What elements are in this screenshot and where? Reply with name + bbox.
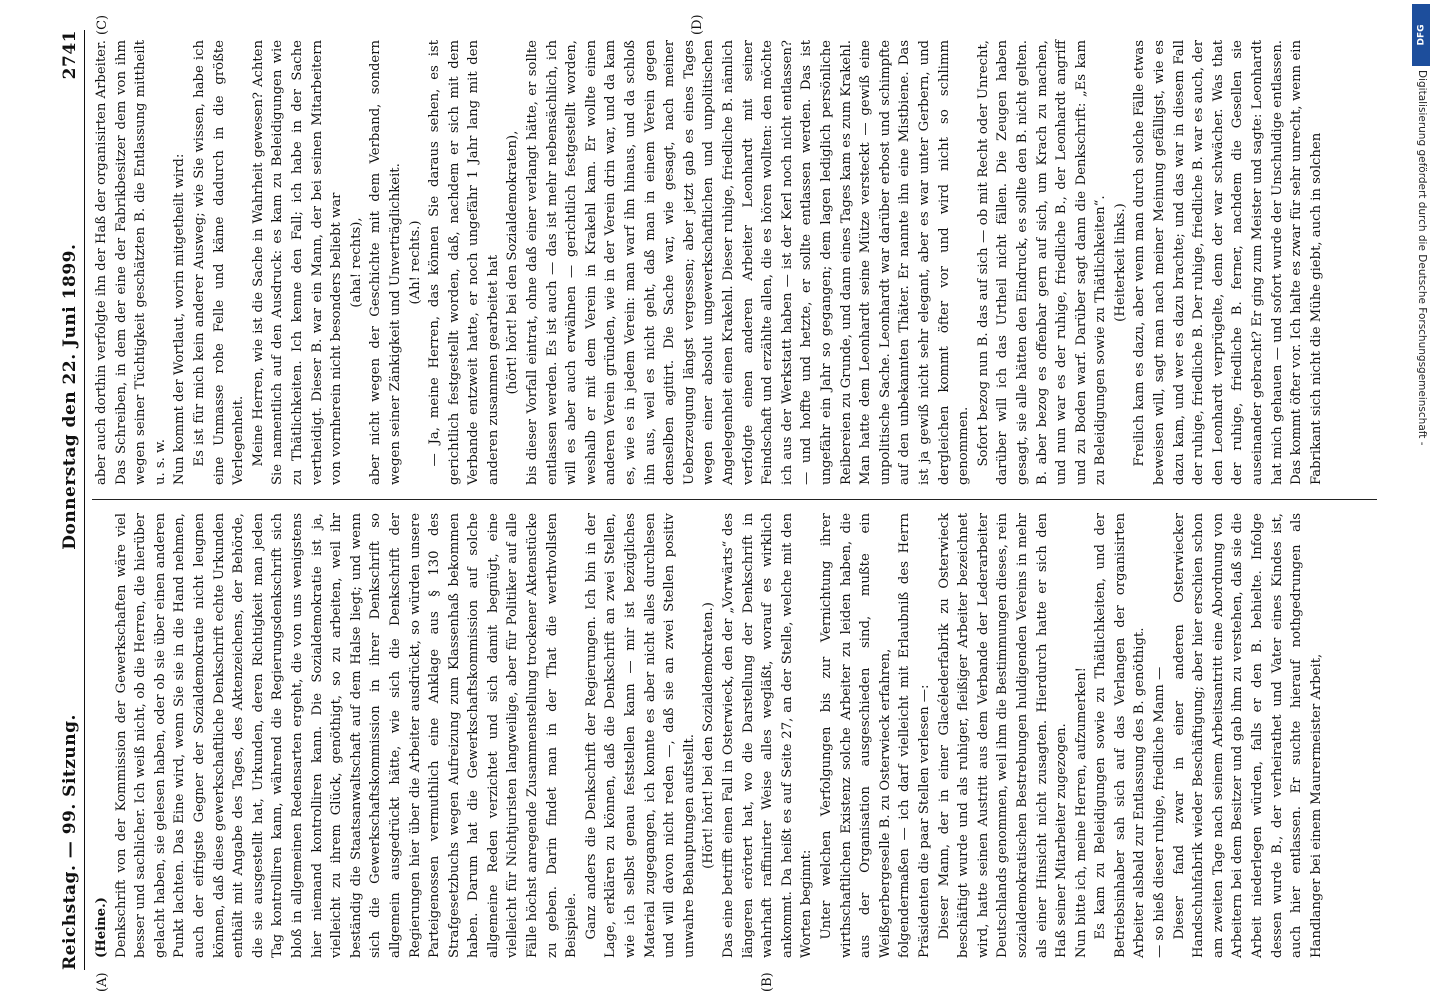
- header-date: Donnerstag den 22. Juni 1899.: [60, 243, 80, 550]
- margin-marker-b: (B): [760, 972, 775, 992]
- header-rule: [84, 30, 85, 970]
- margin-marker-c: (C): [95, 14, 110, 35]
- quote: Unter welchen Verfolgungen bis zur Vernichtung ihrer wirthschaftlichen Existenz solche Arbeiter zu leiden haben, die aus der Organisation ausgeschieden sind, mußte ein Weißgerbergeselle B. zu Osterwieck erfahren,: [818, 513, 893, 958]
- interjection: (Ah! rechts.): [407, 220, 423, 305]
- digitization-note: Digitalisierung gefördert durch die Deutsche Forschungsgemeinschaft -: [1416, 70, 1428, 446]
- paragraph: folgendermaßen — ich darf vielleicht mit Erlaubniß des Herrn Präsidenten die paar Stellen verlesen —:: [897, 513, 932, 958]
- right-column: [92, 40, 1326, 485]
- interjection: — so hieß dieser ruhige, friedliche Mann —: [1152, 666, 1168, 958]
- paragraph: Ganz anders die Denkschrift der Regierungen. Ich bin in der Lage, erklären zu können, daß die Denkschrift an zwei Stellen, wie ich selbst genau feststellen kann — mir ist bezügliches Material zugegangen, ich konnte es aber nicht alles durchlesen und will davon nicht reden —, daß sie an zwei Stellen positiv unwahre Behauptungen aufstellt.: [583, 513, 697, 958]
- quote: Es ist für mich kein anderer Ausweg; wie Sie wissen, habe ich eine Unmasse rohe Felle und käme dadurch in die größte Verlegenheit.: [191, 40, 247, 485]
- column-divider: [92, 499, 1377, 500]
- quote: Dieser Mann, der in einer Glacélederfabrik zu Osterwieck beschäftigt wurde und als ruhiger, fleißiger Arbeiter bezeichnet wird, hatte seinen Austritt aus dem Verbande der Lederarbeiter Deutschlands genommen, weil ihm die Bestimmungen dieses, rein sozialdemokratischen Bestrebungen huldigenden Vereins in mehr als einer Hinsicht nicht zusagten. Hierdurch hatte er sich den Haß seiner Mitarbeiter zugezogen.: [936, 513, 1070, 958]
- paragraph: Das eine betrifft einen Fall in Osterwieck, den der „Vorwärts“ des längeren erörtert hat, wo die Darstellung der Denkschrift in wahrhaft raffinirter Weise alles wegläßt, worauf es wirklich ankommt. Da heißt es auf Seite 27, an der Stelle, welche mit den Worten beginnt:: [721, 513, 815, 958]
- interjection: (Hört! hört! bei den Sozialdemokraten.): [701, 602, 717, 869]
- paragraph: Freilich kam es dazu, aber wenn man durch solche Fälle etwas beweisen will, sagt man nach meiner Meinung gefälligst, wie es dazu kam, und wer es dazu brachte; und das war in diesem Fall der ruhige, friedliche B. Der ruhige, friedliche B. war es auch, der den Leonhardt verprügelte, denn der war schwächer. Was that der ruhige, friedliche B. ferner, nachdem die Gesellen sie auseinander gebracht? Er ging zum Meister und sagte: Leonhardt hat mich gehauen — und sofort wurde der Unschuldige entlassen. Das kommt öfter vor. Ich halte es zwar für sehr unrecht, wenn ein Fabrikant sich nicht die Mühe giebt, auch in solchen: [1132, 40, 1324, 485]
- page-number: 2741: [60, 30, 80, 80]
- paragraph: Nun kommt der Wortlaut, worin mitgetheilt wird:: [172, 153, 188, 485]
- quote: Dieser fand zwar in einer anderen Osterwiecker Handschuhfabrik wieder Beschäftigung; aber hier erschien schon am zweiten Tage nach seinem Arbeitsantritt eine Abordnung von Arbeitern bei dem Besitzer und gab ihm zu verstehen, daß sie die Arbeit niederlegen würden, falls er den B. behielte. Infolge dessen wurde B., der verheirathet und Vater eines Kindes ist, auch hier entlassen. Er suchte hierauf nothgedrungen als Handlanger bei einem Maurermeister Arbeit,: [1171, 513, 1324, 958]
- paragraph: Sofort bezog nun B. das auf sich — ob mit Recht oder Unrecht, darüber will ich das Urtheil nicht fällen. Die Zeugen haben gesagt, sie alle hätten den Eindruck, es sollte den B. nicht gelten. B. aber bezog es offenbar gern auf sich, um Krach zu machen, und nun war es der ruhige, friedliche B., der Leonhardt angriff und zu Boden warf. Darüber sagt dann die Denkschrift: „Es kam zu Beleidigungen sowie zu Thätlichkeiten“.: [975, 40, 1109, 485]
- paragraph: Meine Herren, wie ist die Sache in Wahrheit gewesen? Achten Sie namentlich auf den Ausdruck: es kam zu Beleidigungen wie zu Thätlichkeiten. Ich kenne den Fall; ich habe in der Sache vertheidigt. Dieser B. war ein Mann, der bei seinen Mitarbeitern von vornherein nicht besonders beliebt war: [250, 40, 345, 485]
- interjection: (hört! hört! bei den Sozialdemokraten),: [505, 130, 521, 395]
- margin-marker-a: (A): [95, 972, 110, 992]
- paragraph: — Ja, meine Herren, das können Sie daraus sehen, es ist gerichtlich festgestellt worden, daß, nachdem er sich mit dem Verbande entzweit hatte, er noch ungefähr 1 Jahr lang mit den anderen zusammen gearbeitet hat: [427, 40, 501, 485]
- margin-marker-d: (D): [690, 14, 705, 35]
- paragraph: Denkschrift von der Kommission der Gewerkschaften wäre viel besser und sachlicher. Ich weiß nicht, ob die Herren, die hierüber gelacht haben, sie gelesen haben, oder ob sie über einen anderen Punkt lachten. Das Eine wird, wenn Sie sie in die Hand nehmen, auch der eifrigste Gegner der Sozialdemokratie nicht leugnen können, daß diese gewerkschaftliche Denkschrift echte Urkunden enthält mit Angabe des Tages, des Aktenzeichens, der Behörde, die sie ausgestellt hat, Urkunden, deren Richtigkeit man jeden Tag kontrolliren kann, während die Regierungsdenkschrift sich bloß in allgemeinen Redensarten ergeht, die von uns wenigstens hier niemand kontrolliren kann. Die Sozialdemokratie ist ja, vielleicht zu ihrem Glück, genöthigt, so zu arbeiten, weil ihr beständig die Staatsanwaltschaft auf dem Halse liegt; und wenn sich die Gewerkschaftskommission in ihrer Denkschrift so allgemein ausgedrückt hätte, wie sich die Denkschrift der Regierungen hier über die Arbeiter ausdrückt, so würden unsere Parteigenossen vermuthlich eine Anklage aus § 130 des Strafgesetzbuchs wegen Aufreizung zum Klassenhaß bekommen haben. Darum hat die Gewerkschaftskommission auf solche allgemeine Reden verzichtet und sich damit begnügt, eine vielleicht für Nichtjuristen langweilige, aber für Politiker auf alle Fälle höchst anregende Zusammenstellung trockener Aktenstücke zu geben. Darin findet man in der That die werthvollsten Beispiele.: [113, 513, 580, 958]
- paragraph: bis dieser Vorfall eintrat, ohne daß einer verlangt hätte, er sollte entlassen werden. Es ist auch — das ist mehr nebensächlich, ich will es aber auch erwähnen — gerichtlich festgestellt worden, weshalb er mit dem Verein in Krakehl kam. Er wollte einen anderen Verein gründen, wie in der Verein drin war, und da kam es, wie es in jedem Verein: man warf ihn hinaus, und da schloß ihn aus, weil es nicht geht, daß man in einem Verein gegen denselben agitirt. Die Sache war, wie gesagt, nach meiner Ueberzeugung längst vergessen; aber jetzt gab es eines Tages wegen einer absolut ungewerkschaftlichen und unpolitischen Angelegenheit einen Krakehl. Dieser ruhige, friedliche B. nämlich verfolgte einen anderen Arbeiter Leonhardt mit seiner Feindschaft und erzählte allen, die es hören wollten: den möchte ich aus der Werkstatt haben — ist der Kerl noch nicht entlassen? — und hoffte und hetzte, er sollte entlassen werden. Das ist ungefähr ein Jahr so gegangen; dem lagen lediglich persönliche Reibereien zu Grunde, und dann eines Tages kam es zum Krakehl. Man hatte dem Leonhardt seine Mütze versteckt — gewiß eine unpolitische Sache. Leonhardt war darüber erbost und schimpfte auf den unbekannten Thäter. Er nannte ihn eine Mistbiene. Das ist ja gewiß nicht sehr elegant, aber es war unter Gerbern, und dergleichen kommt öfter vor und wird nicht so schlimm genommen.: [525, 40, 972, 485]
- interjection: (Heiterkeit links.): [1112, 203, 1128, 322]
- dfg-logo: DFG: [1412, 4, 1430, 66]
- quote: Es kam zu Beleidigungen sowie zu Thätlichkeiten, und der Betriebsinhaber sah sich auf das Verlangen der organisirten Arbeiter alsbald zur Entlassung des B. genöthigt.: [1093, 513, 1148, 958]
- quote: aber auch dorthin verfolgte ihn der Haß der organisirten Arbeiter. Das Schreiben, in dem der eine der Fabrikbesitzer dem von ihm wegen seiner Tüchtigkeit geschätzten B. die Entlassung mittheilt u. s. w.: [94, 40, 168, 485]
- interjection: (aha! rechts),: [348, 217, 364, 308]
- speaker-label: (Heine.): [94, 897, 109, 958]
- paragraph: Nun bitte ich, meine Herren, aufzumerken!: [1073, 667, 1089, 958]
- header-left: Reichstag. — 99. Sitzung.: [60, 714, 80, 970]
- page-header: [50, 30, 80, 970]
- left-column: [92, 513, 1326, 958]
- paragraph: aber nicht wegen der Geschichte mit dem Verband, sondern wegen seiner Zänkigkeit und Unverträglichkeit.: [368, 40, 403, 485]
